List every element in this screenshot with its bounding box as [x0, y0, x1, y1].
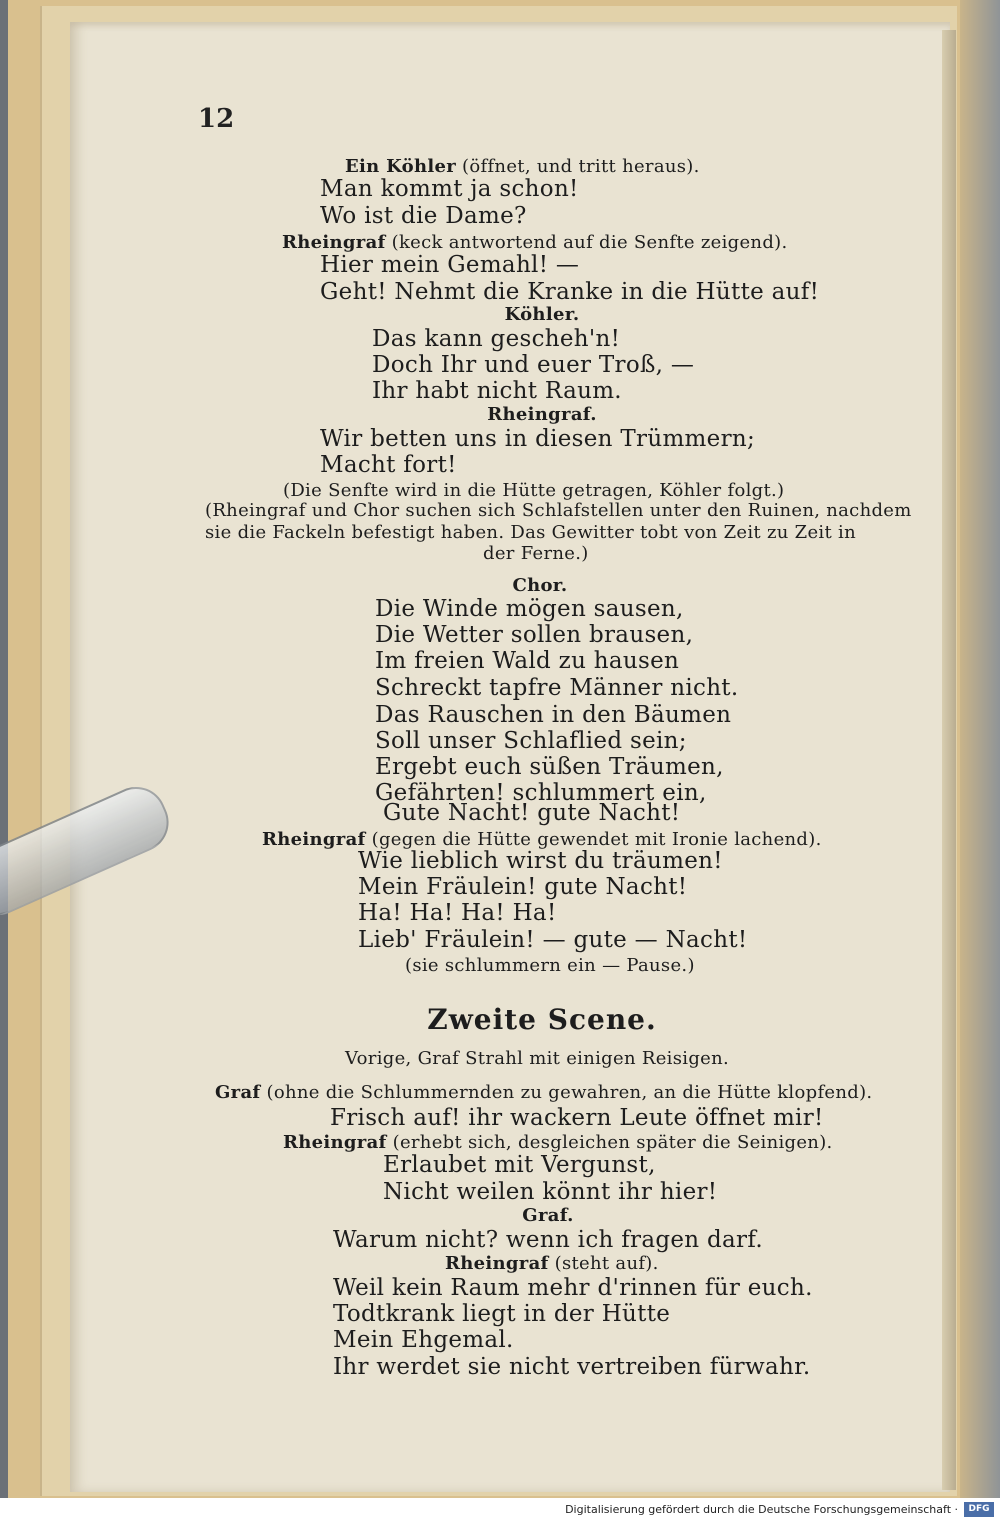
verse-line: Man kommt ja schon!	[320, 176, 579, 202]
verse-line: Frisch auf! ihr wackern Leute öffnet mir!	[330, 1105, 824, 1131]
verse-line: Nicht weilen könnt ihr hier!	[383, 1179, 718, 1205]
verse-line: Das Rauschen in den Bäumen	[375, 702, 732, 728]
stage-line: Rheingraf (gegen die Hütte gewendet mit Ironie lachend).	[262, 829, 822, 850]
speaker-heading: Köhler.	[504, 304, 580, 325]
verse-line: Mein Ehgemal.	[333, 1327, 514, 1353]
scene-title: Zweite Scene.	[427, 1003, 657, 1036]
right-page-edge	[960, 0, 1000, 1498]
stage-direction: (Die Senfte wird in die Hütte getragen, Köhler folgt.)	[283, 480, 785, 501]
verse-line: Mein Fräulein! gute Nacht!	[358, 874, 688, 900]
footer-credit: Digitalisierung gefördert durch die Deutsche Forschungsgemeinschaft ·	[565, 1503, 958, 1516]
stage-direction: sie die Fackeln befestigt haben. Das Gewitter tobt von Zeit zu Zeit in	[205, 522, 856, 543]
speaker-heading: Graf.	[522, 1205, 574, 1226]
verse-line: Gefährten! schlummert ein,	[375, 780, 707, 806]
verse-line: Ha! Ha! Ha! Ha!	[358, 900, 557, 926]
dfg-logo: DFG	[964, 1502, 994, 1517]
verse-line: Wie lieblich wirst du träumen!	[358, 848, 723, 874]
stage-direction: (sie schlummern ein — Pause.)	[405, 955, 695, 976]
verse-line: Warum nicht? wenn ich fragen darf.	[333, 1227, 763, 1253]
speaker-heading: Rheingraf.	[487, 404, 597, 425]
stage-line: Ein Köhler (öffnet, und tritt heraus).	[345, 156, 700, 177]
stage-line: Rheingraf (erhebt sich, desgleichen später die Seinigen).	[283, 1132, 833, 1153]
verse-line: Die Wetter sollen brausen,	[375, 622, 694, 648]
verse-line: Die Winde mögen sausen,	[375, 596, 684, 622]
verse-line: Das kann gescheh'n!	[372, 326, 621, 352]
verse-line: Geht! Nehmt die Kranke in die Hütte auf!	[320, 279, 820, 305]
verse-line: Wo ist die Dame?	[320, 203, 527, 229]
verse-line: Im freien Wald zu hausen	[375, 648, 680, 674]
page-fold	[942, 30, 956, 1490]
page-number: 12	[198, 104, 235, 134]
stage-direction: Vorige, Graf Strahl mit einigen Reisigen.	[345, 1048, 730, 1069]
verse-line: Schreckt tapfre Männer nicht.	[375, 675, 739, 701]
verse-line: Macht fort!	[320, 452, 457, 478]
verse-line: Erlaubet mit Vergunst,	[383, 1152, 656, 1178]
verse-line: Ergebt euch süßen Träumen,	[375, 754, 724, 780]
verse-line: Weil kein Raum mehr d'rinnen für euch.	[333, 1275, 813, 1301]
stage-direction: (Rheingraf und Chor suchen sich Schlafstellen unter den Ruinen, nachdem	[205, 500, 912, 521]
stage-line: Graf (ohne die Schlummernden zu gewahren, an die Hütte klopfend).	[215, 1082, 873, 1103]
verse-line: Doch Ihr und euer Troß, —	[372, 352, 695, 378]
verse-line: Hier mein Gemahl! —	[320, 252, 580, 278]
verse-line: Soll unser Schlaflied sein;	[375, 728, 687, 754]
speaker-heading: Chor.	[512, 575, 568, 596]
verse-line: Wir betten uns in diesen Trümmern;	[320, 426, 756, 452]
verse-line: Lieb' Fräulein! — gute — Nacht!	[358, 927, 748, 953]
verse-line: Gute Nacht! gute Nacht!	[383, 800, 681, 826]
verse-line: Ihr habt nicht Raum.	[372, 378, 622, 404]
stage-line: Rheingraf (keck antwortend auf die Senfte zeigend).	[282, 232, 788, 253]
footer-bar	[0, 1498, 1000, 1523]
verse-line: Todtkrank liegt in der Hütte	[333, 1301, 671, 1327]
stage-direction: der Ferne.)	[483, 543, 589, 564]
stage-line: Rheingraf (steht auf).	[445, 1253, 659, 1274]
verse-line: Ihr werdet sie nicht vertreiben fürwahr.	[333, 1354, 811, 1380]
